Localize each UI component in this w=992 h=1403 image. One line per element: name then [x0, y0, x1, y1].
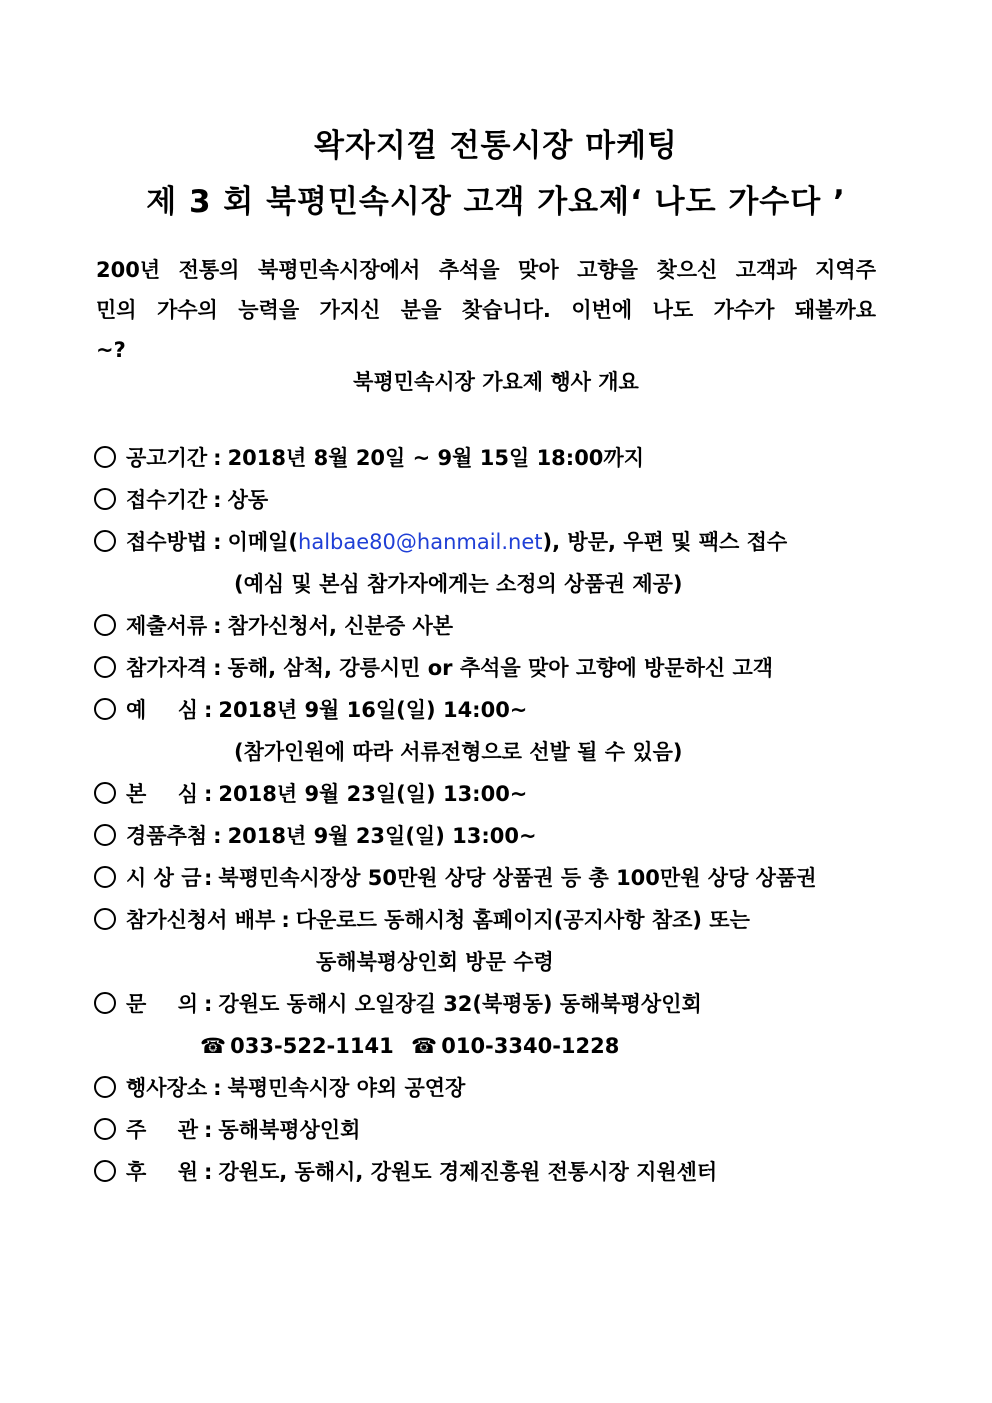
- item-label: 시 상 금: [126, 866, 202, 890]
- item-announcement-period: 공고기간 : 2018년 8월 20일 ~ 9월 15일 18:00까지: [94, 443, 644, 473]
- item-prize-money: 시 상 금 : 북평민속시장상 50만원 상당 상품권 등 총 100만원 상당 상품권: [94, 863, 817, 893]
- item-prize-draw: 경품추첨 : 2018년 9월 23일(일) 13:00~: [94, 821, 537, 851]
- item-organizer: 주 관 : 동해북평상인회: [94, 1115, 360, 1145]
- item-value: 북평민속시장 야외 공연장: [227, 1076, 466, 1100]
- item-label: 참가신청서 배부: [126, 908, 276, 932]
- document-subtitle: 제 3 회 북평민속시장 고객 가요제‘ 나도 가수다 ’: [146, 184, 846, 220]
- item-sponsor: 후 원 : 강원도, 동해시, 강원도 경제진흥원 전통시장 지원센터: [94, 1157, 717, 1187]
- item-documents: 제출서류 : 참가신청서, 신분증 사본: [94, 611, 453, 641]
- item-value: 동해북평상인회: [218, 1118, 361, 1142]
- document-title: 왁자지껄 전통시장 마케팅: [314, 128, 678, 164]
- circle-bullet-icon: [94, 1076, 116, 1098]
- item-label: 경품추첨: [126, 824, 208, 848]
- item-value: 2018년 9월 23일(일) 13:00~: [218, 782, 528, 806]
- item-note: 동해북평상인회 방문 수령: [316, 950, 554, 974]
- item-value: 강원도, 동해시, 강원도 경제진흥원 전통시장 지원센터: [218, 1160, 718, 1184]
- item-venue: 행사장소 : 북평민속시장 야외 공연장: [94, 1073, 465, 1103]
- item-label: 주 관: [126, 1118, 198, 1142]
- item-label: 제출서류: [126, 614, 208, 638]
- telephone-icon: ☎: [200, 1034, 227, 1058]
- item-value: 동해, 삼척, 강릉시민 or 추석을 맞아 고향에 방문하신 고객: [227, 656, 774, 680]
- telephone-icon: ☎: [411, 1034, 438, 1058]
- circle-bullet-icon: [94, 1118, 116, 1140]
- item-value: 다운로드 동해시청 홈페이지(공지사항 참조) 또는: [295, 908, 750, 932]
- circle-bullet-icon: [94, 992, 116, 1014]
- item-eligibility: 참가자격 : 동해, 삼척, 강릉시민 or 추석을 맞아 고향에 방문하신 고객: [94, 653, 773, 683]
- item-label: 후 원: [126, 1160, 198, 1184]
- item-value-pre: 이메일(: [227, 530, 299, 554]
- circle-bullet-icon: [94, 782, 116, 804]
- circle-bullet-icon: [94, 866, 116, 888]
- item-label: 행사장소: [126, 1076, 208, 1100]
- circle-bullet-icon: [94, 488, 116, 510]
- item-label: 공고기간: [126, 446, 208, 470]
- item-value-post: ), 방문, 우편 및 팩스 접수: [542, 530, 788, 554]
- item-label: 참가자격: [126, 656, 208, 680]
- circle-bullet-icon: [94, 824, 116, 846]
- item-label: 접수방법: [126, 530, 208, 554]
- item-preliminary: 예 심 : 2018년 9월 16일(일) 14:00~: [94, 695, 527, 725]
- item-inquiry: 문 의 : 강원도 동해시 오일장길 32(북평동) 동해북평상인회: [94, 989, 702, 1019]
- email-link[interactable]: halbae80@hanmail.net: [298, 530, 543, 554]
- circle-bullet-icon: [94, 908, 116, 930]
- item-value: 2018년 9월 23일(일) 13:00~: [227, 824, 537, 848]
- phone-number-1: 033-522-1141: [230, 1034, 394, 1058]
- phone-number-2: 010-3340-1228: [441, 1034, 620, 1058]
- circle-bullet-icon: [94, 656, 116, 678]
- circle-bullet-icon: [94, 1160, 116, 1182]
- item-application-period: 접수기간 : 상동: [94, 485, 268, 515]
- item-value: 북평민속시장상 50만원 상당 상품권 등 총 100만원 상당 상품권: [218, 866, 817, 890]
- item-value: 참가신청서, 신분증 사본: [227, 614, 454, 638]
- item-label: 본 심: [126, 782, 198, 806]
- item-application-method: 접수방법 : 이메일(halbae80@hanmail.net), 방문, 우편 및 팩스 접수: [94, 527, 787, 557]
- item-note: (참가인원에 따라 서류전형으로 선발 될 수 있음): [234, 740, 683, 764]
- item-note: (예심 및 본심 참가자에게는 소정의 상품권 제공): [234, 572, 683, 596]
- item-label: 문 의: [126, 992, 198, 1016]
- item-value: 2018년 8월 20일 ~ 9월 15일 18:00까지: [227, 446, 644, 470]
- section-heading: 북평민속시장 가요제 행사 개요: [353, 370, 639, 394]
- item-label: 예 심: [126, 698, 198, 722]
- item-value: 강원도 동해시 오일장길 32(북평동) 동해북평상인회: [218, 992, 702, 1016]
- item-label: 접수기간: [126, 488, 208, 512]
- circle-bullet-icon: [94, 530, 116, 552]
- item-form-distribution: 참가신청서 배부 : 다운로드 동해시청 홈페이지(공지사항 참조) 또는: [94, 905, 750, 935]
- item-value: 상동: [227, 488, 269, 512]
- circle-bullet-icon: [94, 698, 116, 720]
- circle-bullet-icon: [94, 614, 116, 636]
- phone-numbers: [200, 1031, 619, 1061]
- circle-bullet-icon: [94, 446, 116, 468]
- intro-paragraph: 200년 전통의 북평민속시장에서 추석을 맞아 고향을 찾으신 고객과 지역주민의 가수의 능력을 가지신 분을 찾습니다. 이번에 나도 가수가 돼볼까요~?: [96, 258, 876, 362]
- item-final: 본 심 : 2018년 9월 23일(일) 13:00~: [94, 779, 527, 809]
- item-value: 2018년 9월 16일(일) 14:00~: [218, 698, 528, 722]
